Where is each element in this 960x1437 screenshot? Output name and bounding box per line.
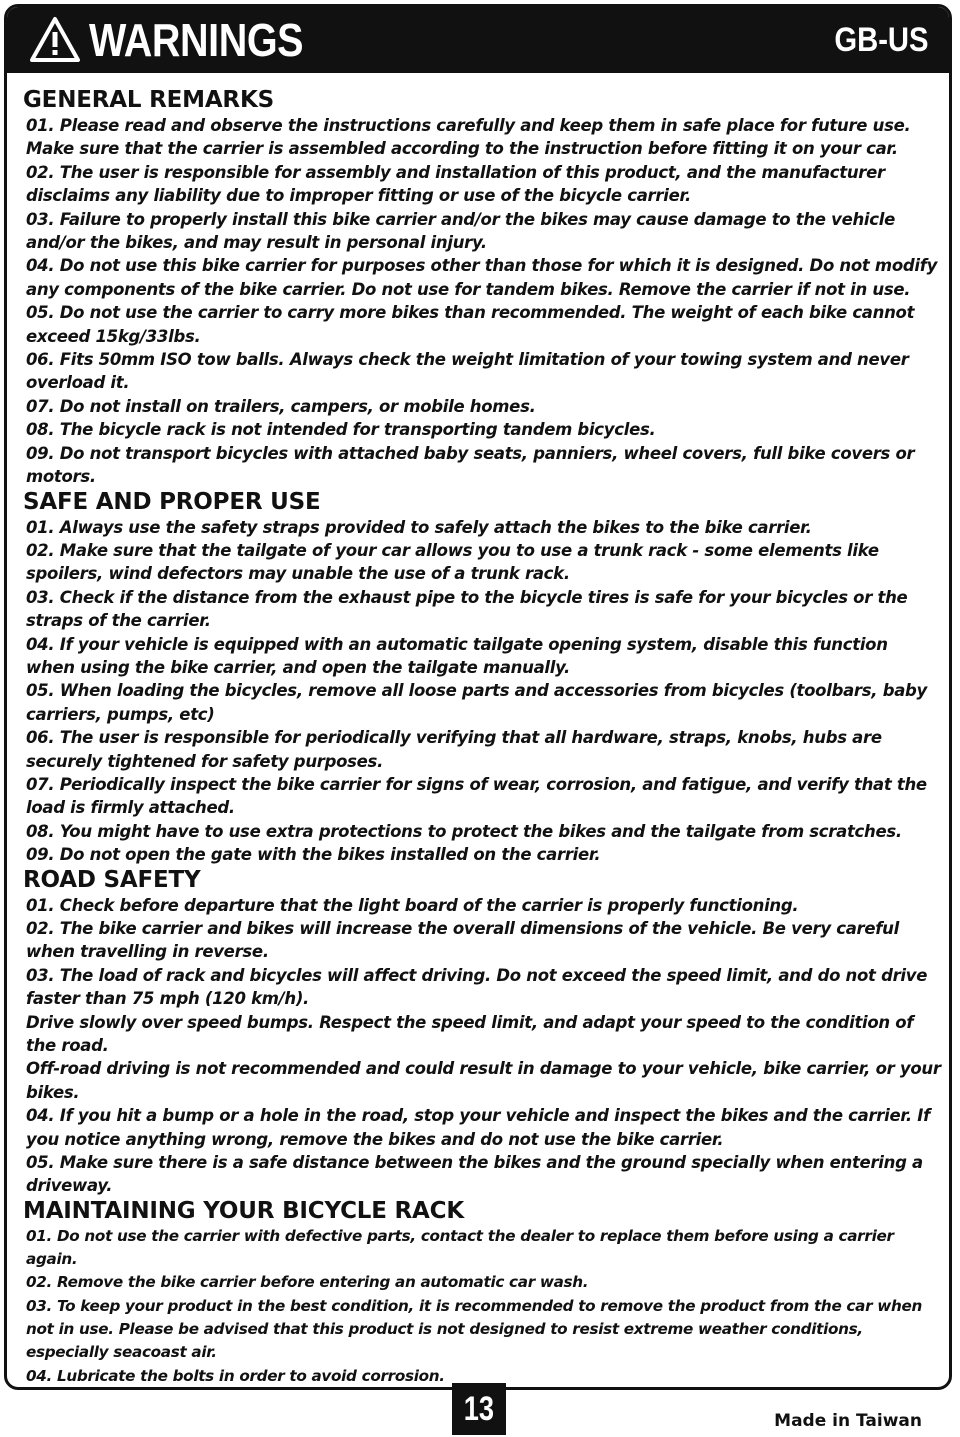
made-in-label: Made in Taiwan: [774, 1411, 922, 1431]
section-title: ROAD SAFETY: [23, 866, 201, 893]
section-title: MAINTAINING YOUR BICYCLE RACK: [23, 1197, 464, 1224]
list-item: Off-road driving is not recommended and could result in damage to your vehicle, bike carrier, or your bikes.: [26, 1059, 941, 1102]
list-item: 02. Make sure that the tailgate of your car allows you to use a trunk rack - some elements like spoilers, wind defectors may unable the use of a trunk rack.: [26, 540, 879, 584]
list-item: 07. Periodically inspect the bike carrier for signs of wear, corrosion, and fatigue, and verify that the load is firmly attached.: [26, 774, 927, 818]
section-title: SAFE AND PROPER USE: [23, 488, 321, 515]
list-item: 02. Remove the bike carrier before entering an automatic car wash.: [26, 1273, 589, 1292]
list-item: 05. When loading the bicycles, remove all loose parts and accessories from bicycles (toolbars, baby carriers, pumps, etc): [26, 681, 928, 724]
list-item: 02. The user is responsible for assembly and installation of this product, and the manufacturer disclaims any liability due to improper fitting or use of the bicycle carrier.: [26, 162, 885, 206]
list-item: 03. Check if the distance from the exhaust pipe to the bicycle tires is safe for your bicycles or the straps of the carrier.: [26, 587, 908, 631]
list-item: 09. Do not transport bicycles with attached baby seats, panniers, wheel covers, full bike covers or motors.: [26, 443, 915, 487]
list-item: 05. Make sure there is a safe distance between the bikes and the ground specially when entering a driveway.: [26, 1153, 923, 1196]
item-list: [23, 894, 941, 1198]
warnings-content: [23, 87, 941, 1388]
list-item: 03. To keep your product in the best condition, it is recommended to remove the product from the car when not in use. Please be advised that this product is not designed to resist extreme weather conditions, especially seacoast air.: [26, 1296, 923, 1362]
list-item: 01. Check before departure that the light board of the carrier is properly functioning.: [26, 895, 799, 915]
list-item: 07. Do not install on trailers, campers, or mobile homes.: [26, 396, 536, 416]
page-title: WARNINGS: [89, 14, 304, 66]
page-number-label: 13: [463, 1389, 495, 1428]
section-maintaining-bicycle-rack: [23, 1198, 941, 1388]
warnings-header: [7, 7, 949, 73]
list-item: 03. Failure to properly install this bike carrier and/or the bikes may cause damage to the vehicle and/or the bikes, and may result in personal injury.: [26, 209, 896, 253]
list-item: 02. The bike carrier and bikes will increase the overall dimensions of the vehicle. Be very careful when travelling in reverse.: [26, 919, 899, 962]
section-road-safety: [23, 867, 941, 1198]
warnings-frame: [4, 4, 952, 1390]
page-number: [452, 1383, 506, 1435]
warning-triangle-icon: [29, 16, 81, 64]
list-item: 03. The load of rack and bicycles will affect driving. Do not exceed the speed limit, and do not drive faster than 75 mph (120 km/h).: [26, 965, 928, 1009]
list-item: 06. Fits 50mm ISO tow balls. Always check the weight limitation of your towing system and never overload it.: [26, 350, 909, 393]
list-item: 04. Do not use this bike carrier for purposes other than those for which it is designed. Do not modify any components of the bike carrier. Do not use for tandem bikes. Remove the carrier if not in use.: [26, 256, 938, 299]
list-item: 04. Lubricate the bolts in order to avoid corrosion.: [26, 1366, 445, 1385]
item-list: [23, 1225, 941, 1388]
list-item: Make sure that the carrier is assembled according to the instruction before fitting it on your car.: [26, 139, 898, 159]
list-item: 05. Do not use the carrier to carry more bikes than recommended. The weight of each bike cannot exceed 15kg/33lbs.: [26, 303, 915, 346]
list-item: 09. Do not open the gate with the bikes installed on the carrier.: [26, 845, 601, 865]
list-item: 01. Please read and observe the instructions carefully and keep them in safe place for future use.: [26, 116, 911, 135]
list-item: 08. You might have to use extra protections to protect the bikes and the tailgate from scratches.: [26, 821, 902, 841]
header-left: [29, 13, 338, 67]
list-item: 04. If you hit a bump or a hole in the road, stop your vehicle and inspect the bikes and the carrier. If you notice anything wrong, remove the bikes and do not use the bike carrier.: [26, 1106, 930, 1149]
item-list: [23, 114, 941, 489]
list-item: 01. Always use the safety straps provided to safely attach the bikes to the bike carrier.: [26, 517, 812, 537]
list-item: 04. If your vehicle is equipped with an automatic tailgate opening system, disable this function when using the bike carrier, and open the tailgate manually.: [26, 634, 888, 677]
item-list: [23, 516, 941, 867]
section-title: GENERAL REMARKS: [23, 87, 274, 113]
region-code: GB-US: [834, 20, 929, 59]
list-item: 06. The user is responsible for periodically verifying that all hardware, straps, knobs, hubs are securely tightened for safety purposes.: [26, 728, 882, 771]
list-item: Drive slowly over speed bumps. Respect the speed limit, and adapt your speed to the condition of the road.: [26, 1012, 914, 1056]
section-general-remarks: [23, 87, 941, 489]
section-safe-and-proper-use: [23, 489, 941, 867]
list-item: 01. Do not use the carrier with defective parts, contact the dealer to replace them before using a carrier again.: [26, 1226, 894, 1269]
list-item: 08. The bicycle rack is not intended for transporting tandem bicycles.: [26, 420, 656, 440]
